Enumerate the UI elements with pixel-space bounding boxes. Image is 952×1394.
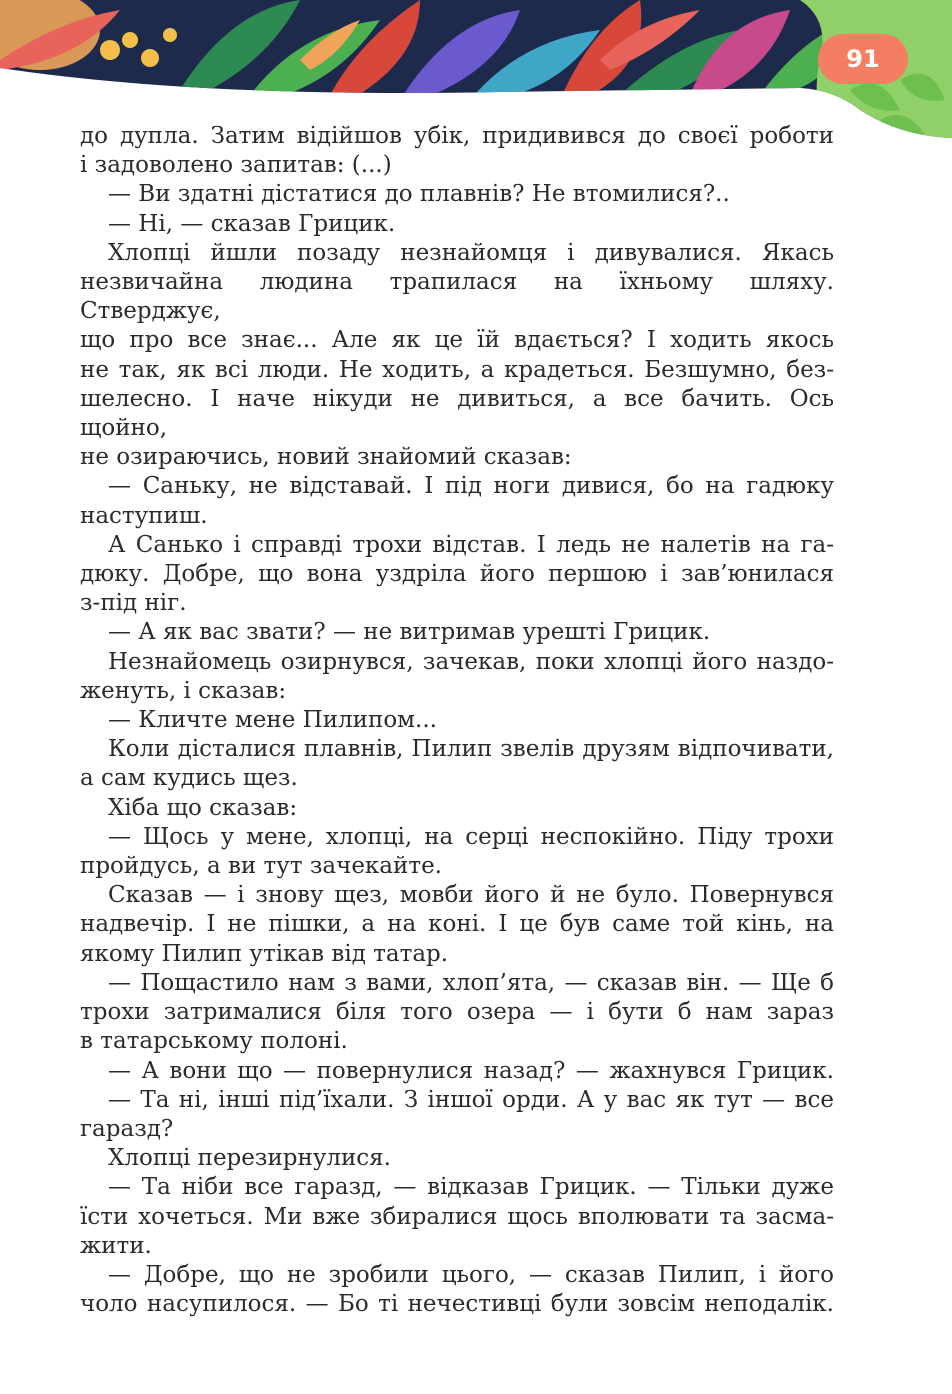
text-line: Хлопці перезирнулися. — [108, 1145, 391, 1172]
text-line: гаразд? — [80, 1115, 174, 1142]
text-line: шелесно. І наче нікуди не дивиться, а все бачить. Ось щойно, — [80, 385, 834, 442]
text-line: незвичайна людина трапилася на їхньому шляху. Стверджує, — [80, 269, 834, 325]
text-line: Коли дісталися плавнів, Пилип звелів друзям відпочивати, — [108, 736, 834, 763]
text-line: до дупла. Затим відійшов убік, придивився до своєї роботи — [80, 123, 834, 149]
text-line: жити. — [80, 1232, 152, 1259]
text-line: — А вони що — повернулися назад? — жахнувся Грицик. — [108, 1057, 834, 1084]
text-line: — Ні, — сказав Грицик. — [108, 210, 396, 237]
text-line: а сам кудись щез. — [80, 765, 298, 792]
text-line: — Добре, що не зробили цього, — сказав Пилип, і його — [108, 1261, 834, 1288]
text-line: — А як вас звати? — не витримав урешті Грицик. — [108, 619, 711, 646]
text-line: — Та ніби все гаразд, — відказав Грицик. — Тільки дуже — [108, 1174, 834, 1201]
text-line: не так, як всі люди. Не ходить, а крадеться. Безшумно, без- — [80, 356, 834, 383]
text-line: в татарському полоні. — [80, 1028, 348, 1055]
text-line: чоло насупилося. — Бо ті нечестивці були зовсім неподалік. — [80, 1291, 834, 1318]
text-line: не озираючись, новий знайомий сказав: — [80, 444, 572, 471]
text-line: — Ви здатні дістатися до плавнів? Не втомилися?.. — [108, 181, 730, 208]
text-line: з-під ніг. — [80, 590, 187, 617]
text-line: Хлопці йшли позаду незнайомця і дивувалися. Якась — [108, 239, 834, 266]
text-line: наступиш. — [80, 502, 208, 529]
text-line: дюку. Добре, що вона уздріла його першою і зав’юнилася — [80, 561, 834, 588]
text-line: — Щось у мене, хлопці, на серці неспокійно. Піду трохи — [108, 823, 834, 850]
page-number-badge: 91 — [818, 34, 908, 84]
text-line: — Кличте мене Пилипом... — [108, 707, 437, 734]
text-line: трохи затрималися біля того озера — і бути б нам зараз — [80, 999, 834, 1026]
text-line: надвечір. І не пішки, а на коні. І це був саме той кінь, на — [80, 911, 834, 938]
text-line: — Саньку, не відставай. І під ноги дивися, бо на гадюку — [108, 473, 834, 500]
text-line: якому Пилип утікав від татар. — [80, 940, 449, 967]
text-line: А Санько і справді трохи відстав. І ледь не налетів на га- — [108, 531, 834, 558]
story-text — [80, 122, 834, 1319]
text-line: — Пощастило нам з вами, хлоп’ята, — сказав він. — Ще б — [108, 969, 834, 996]
text-line: пройдусь, а ви тут зачекайте. — [80, 853, 442, 880]
text-line: їсти хочеться. Ми вже збиралися щось вполювати та засма- — [80, 1203, 834, 1230]
text-line: Сказав — і знову щез, мовби його й не було. Повернувся — [108, 882, 834, 909]
text-line: що про все знає... Але як це їй вдається? І ходить якось — [80, 327, 834, 354]
text-line: Хіба що сказав: — [108, 794, 298, 821]
text-line: Незнайомець озирнувся, зачекав, поки хлопці його наздо- — [108, 648, 834, 675]
text-line: і задоволено запитав: (...) — [80, 152, 392, 179]
text-line: женуть, і сказав: — [80, 677, 287, 704]
text-line: — Та ні, інші під’їхали. З іншої орди. А у вас як тут — все — [108, 1086, 834, 1113]
